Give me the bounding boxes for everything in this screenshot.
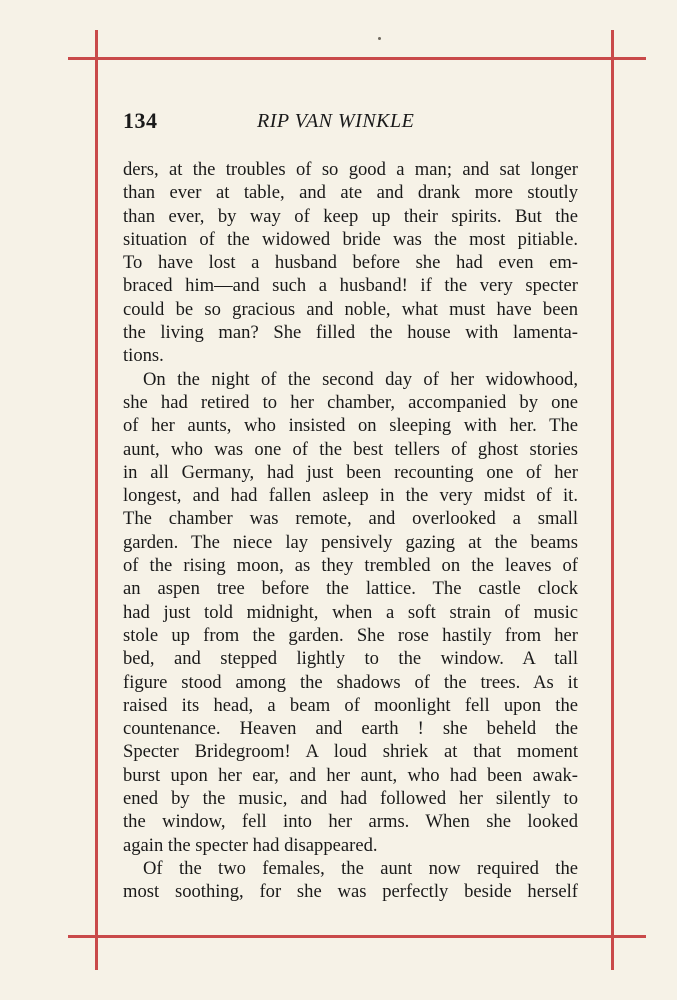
page-header <box>123 108 578 138</box>
text-line: an aspen tree before the lattice. The castle clock <box>123 578 578 600</box>
border-rule-right <box>611 30 614 970</box>
text-line: again the specter had disappeared. <box>123 834 378 856</box>
text-line: On the night of the second day of her widowhood, <box>143 368 578 390</box>
text-line: of the rising moon, as they trembled on the leaves of <box>123 555 578 577</box>
text-line: of her aunts, who insisted on sleeping with her. The <box>123 415 578 437</box>
text-line: ened by the music, and had followed her silently to <box>123 788 578 810</box>
ink-speck <box>378 37 381 40</box>
text-line: burst upon her ear, and her aunt, who had been awak- <box>123 764 578 786</box>
body-text <box>123 158 578 904</box>
text-line: bed, and stepped lightly to the window. A tall <box>123 648 578 670</box>
text-line: than ever at table, and ate and drank more stoutly <box>123 182 578 204</box>
text-line: longest, and had fallen asleep in the very midst of it. <box>123 485 578 507</box>
border-rule-left <box>95 30 98 970</box>
text-line: To have lost a husband before she had even em- <box>123 252 578 274</box>
text-line: figure stood among the shadows of the trees. As it <box>123 671 578 693</box>
text-line: tions. <box>123 345 164 367</box>
text-line: braced him—and such a husband! if the very specter <box>123 275 578 297</box>
page-number: 134 <box>123 108 158 133</box>
text-line: in all Germany, had just been recounting one of her <box>123 461 578 483</box>
running-title: RIP VAN WINKLE <box>257 110 415 132</box>
text-line: than ever, by way of keep up their spirits. But the <box>123 205 578 227</box>
text-line: the window, fell into her arms. When she looked <box>123 811 578 833</box>
text-line: The chamber was remote, and overlooked a small <box>123 508 578 530</box>
border-rule-bottom <box>68 935 646 938</box>
text-line: garden. The niece lay pensively gazing at the beams <box>123 531 578 553</box>
text-line: countenance. Heaven and earth ! she beheld the <box>123 718 578 740</box>
text-line: could be so gracious and noble, what must have been <box>123 298 578 320</box>
text-line: raised its head, a beam of moonlight fell upon the <box>123 694 578 716</box>
text-line: the living man? She filled the house with lamenta- <box>123 322 578 344</box>
text-line: she had retired to her chamber, accompanied by one <box>123 391 578 413</box>
text-line: Specter Bridegroom! A loud shriek at that moment <box>123 741 578 763</box>
text-line: Of the two females, the aunt now required the <box>143 857 578 879</box>
text-line: had just told midnight, when a soft strain of music <box>123 601 578 623</box>
text-line: stole up from the garden. She rose hastily from her <box>123 624 578 646</box>
text-line: aunt, who was one of the best tellers of ghost stories <box>123 438 578 460</box>
text-line: ders, at the troubles of so good a man; and sat longer <box>123 159 578 180</box>
text-line: most soothing, for she was perfectly beside herself <box>123 881 578 903</box>
text-line: situation of the widowed bride was the most pitiable. <box>123 228 578 250</box>
border-rule-top <box>68 57 646 60</box>
